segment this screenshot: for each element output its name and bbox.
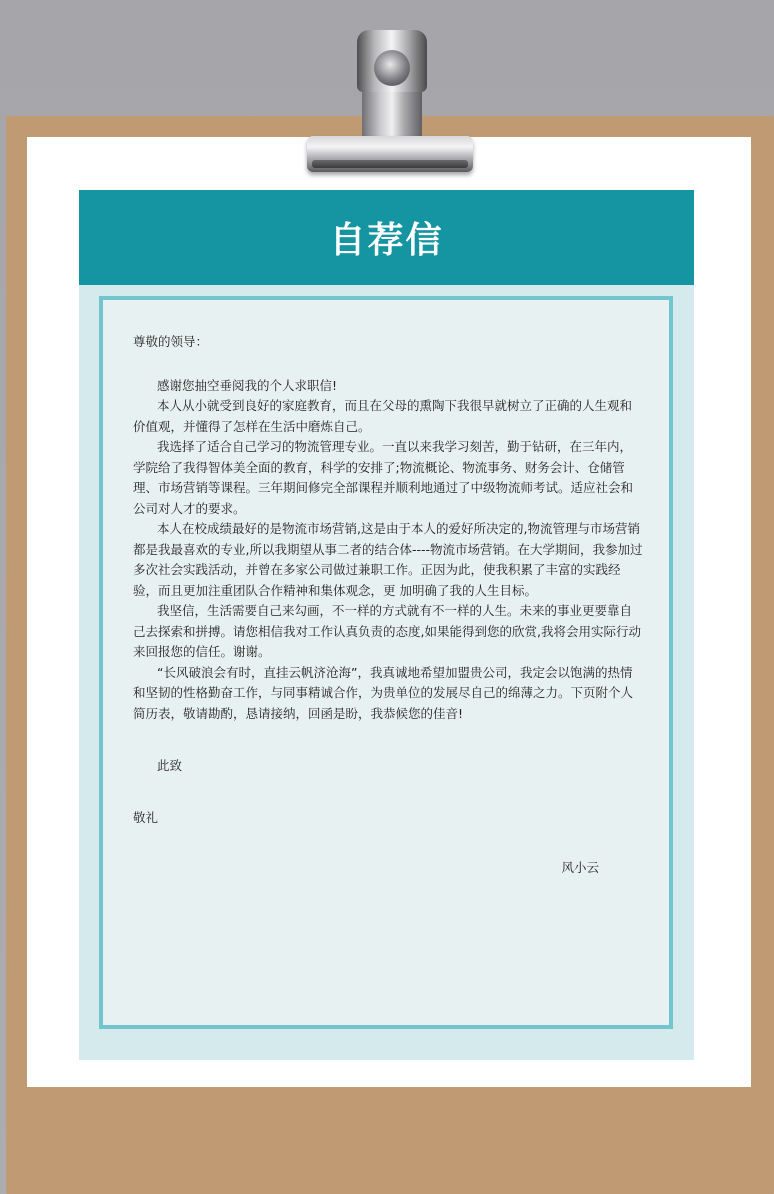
paragraph-marketing: 本人在校成绩最好的是物流市场营销,这是由于本人的爱好所决定的,物流管理与市场营销都是我最喜欢的专业,所以我期望从事二者的结合体----物流市场营销。在大学期间，我参加过多次社会实践活动，并曾在多家公司做过兼职工作。正因为此，使我积累了丰富的实践经验，而且更加注重团队合作精神和集体观念，更 加明确了我的人生目标。 [133,521,643,598]
letter-header [79,190,694,285]
cover-letter [79,190,694,1060]
regards: 敬礼 [133,809,159,825]
letter-body [133,332,643,879]
paragraph-upbringing: 本人从小就受到良好的家庭教育，而且在父母的熏陶下我很早就树立了正确的人生观和价值观，并懂得了怎样在生活中磨炼自己。 [133,398,633,434]
salutation: 尊敬的领导： [133,334,209,349]
paragraph-thanks: 感谢您抽空垂阅我的个人求职信! [157,377,338,393]
paragraph-belief: 我坚信，生活需要自己来勾画，不一样的方式就有不一样的人生。未来的事业更要靠自己去探索和拼搏。请您相信我对工作认真负责的态度,如果能得到您的欣赏,我将会用实际行动来回报您的信任。谢谢。 [133,603,641,659]
closing-phrase: 此致 [157,758,183,773]
letter-title: 自荐信 [329,220,444,261]
paragraph-major: 我选择了适合自己学习的物流管理专业。一直以来我学习刻苦，勤于钻研，在三年内，学院给了我得智体美全面的教育，科学的安排了;物流概论、物流事务、财务会计、仓储管理、市场营销等课程。三年期间修完全部课程并顺利地通过了中级物流师考试。适应社会和公司对人才的要求。 [133,439,634,516]
signature: 风小云 [561,860,599,875]
binder-clip-hole [374,50,410,86]
letter-frame [99,296,673,1029]
paragraph-closing: “长风破浪会有时，直挂云帆济沧海”，我真诚地希望加盟贵公司，我定会以饱满的热情和坚韧的性格勤奋工作，与同事精诚合作，为贵单位的发展尽自己的绵薄之力。下页附个人简历表，敬请勘酌，恳请接纳，回函是盼，我恭候您的佳音! [133,664,634,721]
binder-clip-edge [312,160,468,168]
